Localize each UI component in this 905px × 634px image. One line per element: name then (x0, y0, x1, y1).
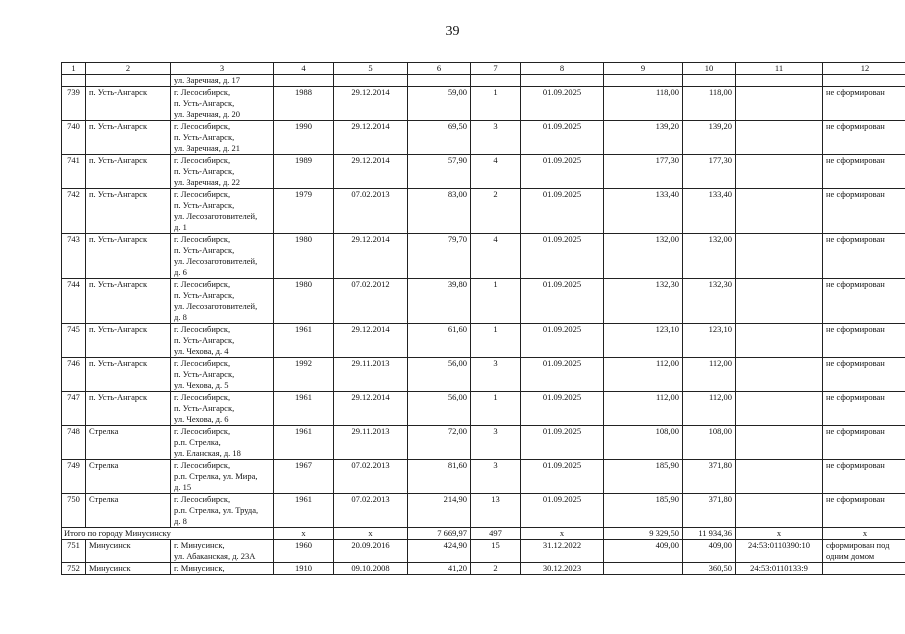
row-number-cell: 746 (62, 358, 86, 392)
address-line: г. Лесосибирск, (174, 87, 231, 97)
cell-c11 (736, 426, 823, 460)
row-number-cell: 745 (62, 324, 86, 358)
address-line: ул. Заречная, д. 22 (174, 177, 241, 187)
cell-c8: 30.12.2023 (521, 563, 604, 575)
status-cell: не сформирован (823, 392, 905, 426)
address-line: г. Лесосибирск, (174, 460, 231, 470)
cell-c11 (736, 392, 823, 426)
cell-c8: 01.09.2025 (521, 87, 604, 121)
cell-c6: 57,90 (408, 155, 471, 189)
cell-c6: 214,90 (408, 494, 471, 528)
cell-c5: 29.12.2014 (334, 155, 408, 189)
column-number: 10 (683, 63, 736, 75)
cell-c9: 123,10 (604, 324, 683, 358)
row-number-cell: 751 (62, 540, 86, 563)
empty-cell (471, 75, 521, 87)
cell-c10: 133,40 (683, 189, 736, 234)
total-c10: 11 934,36 (683, 528, 736, 540)
cell-c5: 20.09.2016 (334, 540, 408, 563)
row-number-cell: 742 (62, 189, 86, 234)
address-cell (171, 494, 274, 528)
cell-c8: 01.09.2025 (521, 392, 604, 426)
cell-c9: 139,20 (604, 121, 683, 155)
status-cell (823, 540, 905, 563)
cell-c5: 29.12.2014 (334, 324, 408, 358)
status-line: сформирован под (826, 540, 890, 550)
cell-c5: 09.10.2008 (334, 563, 408, 575)
cell-c6: 81,60 (408, 460, 471, 494)
row-number-cell: 752 (62, 563, 86, 575)
cell-c7: 4 (471, 155, 521, 189)
column-number: 12 (823, 63, 905, 75)
cell-c5: 29.12.2014 (334, 121, 408, 155)
cell-c7: 1 (471, 279, 521, 324)
cell-c6: 69,50 (408, 121, 471, 155)
cell-c10: 123,10 (683, 324, 736, 358)
cell-c4: 1961 (274, 426, 334, 460)
total-c5: x (334, 528, 408, 540)
address-line: г. Лесосибирск, (174, 155, 231, 165)
status-line: одним домом (826, 551, 875, 561)
cell-c11: 24:53:0110133:9 (736, 563, 823, 575)
row-number-cell: 741 (62, 155, 86, 189)
empty-cell (334, 75, 408, 87)
settlement-cell: п. Усть-Ангарск (86, 358, 171, 392)
cell-c4: 1980 (274, 234, 334, 279)
empty-cell (736, 75, 823, 87)
status-cell: не сформирован (823, 87, 905, 121)
status-cell (823, 563, 905, 575)
address-line: р.п. Стрелка, (174, 437, 221, 447)
cell-c10: 371,80 (683, 460, 736, 494)
cell-c8: 01.09.2025 (521, 324, 604, 358)
cell-c8: 01.09.2025 (521, 155, 604, 189)
total-c6: 7 669,97 (408, 528, 471, 540)
table-row (62, 563, 905, 575)
address-line: г. Лесосибирск, (174, 426, 231, 436)
total-c4: x (274, 528, 334, 540)
cell-c5: 07.02.2013 (334, 189, 408, 234)
address-cell: ул. Заречная, д. 17 (171, 75, 274, 87)
address-cell (171, 279, 274, 324)
table-row (62, 426, 905, 460)
table-row (62, 87, 905, 121)
cell-c6: 56,00 (408, 358, 471, 392)
settlement-cell: п. Усть-Ангарск (86, 324, 171, 358)
empty-cell (521, 75, 604, 87)
status-cell: не сформирован (823, 324, 905, 358)
cell-c6: 39,80 (408, 279, 471, 324)
column-number: 6 (408, 63, 471, 75)
cell-c10: 177,30 (683, 155, 736, 189)
settlement-cell: п. Усть-Ангарск (86, 189, 171, 234)
cell-c8: 31.12.2022 (521, 540, 604, 563)
address-line: ул. Абаканская, д. 23А (174, 551, 256, 561)
cell-c4: 1960 (274, 540, 334, 563)
settlement-cell: п. Усть-Ангарск (86, 121, 171, 155)
table-row (62, 494, 905, 528)
settlement-cell: п. Усть-Ангарск (86, 279, 171, 324)
total-c7: 497 (471, 528, 521, 540)
cell-c11 (736, 121, 823, 155)
table-row (62, 155, 905, 189)
address-line: ул. Лесозаготовителей, (174, 211, 258, 221)
cell-c8: 01.09.2025 (521, 494, 604, 528)
cell-c7: 1 (471, 324, 521, 358)
cell-c9 (604, 563, 683, 575)
column-number: 1 (62, 63, 86, 75)
cell-c10: 108,00 (683, 426, 736, 460)
cell-c11 (736, 460, 823, 494)
cell-c8: 01.09.2025 (521, 460, 604, 494)
settlement-cell: п. Усть-Ангарск (86, 234, 171, 279)
cell-c7: 2 (471, 189, 521, 234)
column-number-row (62, 63, 905, 75)
table-row (62, 392, 905, 426)
cell-c7: 4 (471, 234, 521, 279)
cell-c6: 83,00 (408, 189, 471, 234)
address-cell (171, 460, 274, 494)
status-cell: не сформирован (823, 279, 905, 324)
register-table (61, 62, 905, 575)
column-number: 4 (274, 63, 334, 75)
cell-c11 (736, 324, 823, 358)
continuation-row (62, 75, 905, 87)
address-cell (171, 155, 274, 189)
cell-c8: 01.09.2025 (521, 426, 604, 460)
address-line: г. Минусинск, (174, 563, 225, 573)
address-line: п. Усть-Ангарск, (174, 369, 235, 379)
cell-c5: 29.11.2013 (334, 358, 408, 392)
table-row (62, 279, 905, 324)
table-row (62, 121, 905, 155)
total-c11: x (736, 528, 823, 540)
cell-c9: 185,90 (604, 460, 683, 494)
address-cell (171, 540, 274, 563)
address-line: г. Лесосибирск, (174, 234, 231, 244)
cell-c9: 409,00 (604, 540, 683, 563)
cell-c7: 3 (471, 426, 521, 460)
cell-c7: 3 (471, 460, 521, 494)
settlement-cell: Минусинск (86, 540, 171, 563)
address-cell (171, 234, 274, 279)
cell-c10: 371,80 (683, 494, 736, 528)
cell-c4: 1961 (274, 392, 334, 426)
status-cell: не сформирован (823, 358, 905, 392)
cell-c7: 1 (471, 392, 521, 426)
cell-c8: 01.09.2025 (521, 189, 604, 234)
status-cell: не сформирован (823, 234, 905, 279)
address-line: ул. Заречная, д. 20 (174, 109, 241, 119)
status-cell: не сформирован (823, 155, 905, 189)
cell-c10: 118,00 (683, 87, 736, 121)
address-line: г. Лесосибирск, (174, 121, 231, 131)
cell-c8: 01.09.2025 (521, 358, 604, 392)
settlement-cell (86, 75, 171, 87)
cell-c10: 360,50 (683, 563, 736, 575)
cell-c9: 112,00 (604, 392, 683, 426)
status-cell: не сформирован (823, 426, 905, 460)
cell-c4: 1980 (274, 279, 334, 324)
address-line: д. 15 (174, 482, 192, 492)
address-line: п. Усть-Ангарск, (174, 98, 235, 108)
address-line: г. Минусинск, (174, 540, 225, 550)
cell-c5: 29.12.2014 (334, 87, 408, 121)
cell-c11 (736, 494, 823, 528)
address-cell (171, 87, 274, 121)
column-number: 7 (471, 63, 521, 75)
status-cell: не сформирован (823, 494, 905, 528)
row-number-cell: 740 (62, 121, 86, 155)
address-line: г. Лесосибирск, (174, 494, 231, 504)
cell-c7: 1 (471, 87, 521, 121)
cell-c9: 132,30 (604, 279, 683, 324)
address-line: п. Усть-Ангарск, (174, 166, 235, 176)
cell-c6: 56,00 (408, 392, 471, 426)
address-line: п. Усть-Ангарск, (174, 290, 235, 300)
column-number: 8 (521, 63, 604, 75)
table-row (62, 460, 905, 494)
cell-c4: 1961 (274, 494, 334, 528)
cell-c7: 3 (471, 121, 521, 155)
cell-c9: 185,90 (604, 494, 683, 528)
address-line: р.п. Стрелка, ул. Труда, (174, 505, 259, 515)
cell-c6: 41,20 (408, 563, 471, 575)
cell-c10: 132,30 (683, 279, 736, 324)
settlement-cell: п. Усть-Ангарск (86, 87, 171, 121)
cell-c7: 3 (471, 358, 521, 392)
cell-c6: 72,00 (408, 426, 471, 460)
cell-c6: 59,00 (408, 87, 471, 121)
address-line: р.п. Стрелка, ул. Мира, (174, 471, 258, 481)
settlement-cell: п. Усть-Ангарск (86, 155, 171, 189)
cell-c6: 79,70 (408, 234, 471, 279)
address-line: г. Лесосибирск, (174, 324, 231, 334)
address-cell (171, 121, 274, 155)
cell-c5: 07.02.2013 (334, 494, 408, 528)
settlement-cell: Стрелка (86, 460, 171, 494)
address-line: г. Лесосибирск, (174, 358, 231, 368)
cell-c7: 13 (471, 494, 521, 528)
settlement-cell: Минусинск (86, 563, 171, 575)
cell-c8: 01.09.2025 (521, 234, 604, 279)
cell-c7: 2 (471, 563, 521, 575)
row-number-cell: 744 (62, 279, 86, 324)
address-cell (171, 426, 274, 460)
cell-c9: 177,30 (604, 155, 683, 189)
address-line: п. Усть-Ангарск, (174, 403, 235, 413)
cell-c9: 133,40 (604, 189, 683, 234)
cell-c4: 1992 (274, 358, 334, 392)
table-row (62, 358, 905, 392)
address-line: п. Усть-Ангарск, (174, 335, 235, 345)
address-line: д. 8 (174, 516, 187, 526)
cell-c4: 1967 (274, 460, 334, 494)
address-line: ул. Лесозаготовителей, (174, 256, 258, 266)
column-number: 11 (736, 63, 823, 75)
page-number: 39 (445, 24, 460, 39)
table-row (62, 234, 905, 279)
cell-c9: 112,00 (604, 358, 683, 392)
address-line: ул. Чехова, д. 4 (174, 346, 229, 356)
empty-cell (683, 75, 736, 87)
row-number-cell: 739 (62, 87, 86, 121)
total-c8: x (521, 528, 604, 540)
cell-c6: 424,90 (408, 540, 471, 563)
address-line: г. Лесосибирск, (174, 279, 231, 289)
settlement-cell: п. Усть-Ангарск (86, 392, 171, 426)
cell-c11 (736, 155, 823, 189)
cell-c11: 24:53:0110390:10 (736, 540, 823, 563)
address-line: ул. Заречная, д. 21 (174, 143, 241, 153)
cell-c10: 409,00 (683, 540, 736, 563)
cell-c5: 29.12.2014 (334, 392, 408, 426)
column-number: 5 (334, 63, 408, 75)
cell-c7: 15 (471, 540, 521, 563)
cell-c4: 1990 (274, 121, 334, 155)
column-number: 3 (171, 63, 274, 75)
cell-c9: 108,00 (604, 426, 683, 460)
cell-c5: 07.02.2013 (334, 460, 408, 494)
total-row (62, 528, 905, 540)
address-cell (171, 563, 274, 575)
settlement-cell: Стрелка (86, 494, 171, 528)
table-row (62, 324, 905, 358)
address-line: ул. Еланская, д. 18 (174, 448, 241, 458)
cell-c4: 1961 (274, 324, 334, 358)
address-line: д. 6 (174, 267, 187, 277)
table-row (62, 189, 905, 234)
address-line: ул. Чехова, д. 5 (174, 380, 229, 390)
cell-c4: 1989 (274, 155, 334, 189)
cell-c4: 1910 (274, 563, 334, 575)
address-line: г. Лесосибирск, (174, 189, 231, 199)
cell-c11 (736, 189, 823, 234)
address-line: д. 8 (174, 312, 187, 322)
row-number-cell: 747 (62, 392, 86, 426)
cell-c10: 132,00 (683, 234, 736, 279)
cell-c10: 112,00 (683, 392, 736, 426)
total-c9: 9 329,50 (604, 528, 683, 540)
cell-c8: 01.09.2025 (521, 121, 604, 155)
column-number: 9 (604, 63, 683, 75)
empty-cell (604, 75, 683, 87)
total-c12: x (823, 528, 905, 540)
cell-c10: 112,00 (683, 358, 736, 392)
address-cell (171, 358, 274, 392)
cell-c10: 139,20 (683, 121, 736, 155)
cell-c11 (736, 234, 823, 279)
total-label: Итого по городу Минусинску (62, 528, 274, 540)
address-cell (171, 324, 274, 358)
cell-c4: 1979 (274, 189, 334, 234)
address-line: ул. Лесозаготовителей, (174, 301, 258, 311)
cell-c5: 07.02.2012 (334, 279, 408, 324)
cell-c9: 132,00 (604, 234, 683, 279)
empty-cell (408, 75, 471, 87)
row-number-cell: 748 (62, 426, 86, 460)
column-number: 2 (86, 63, 171, 75)
address-line: г. Лесосибирск, (174, 392, 231, 402)
empty-cell (823, 75, 905, 87)
status-cell: не сформирован (823, 121, 905, 155)
address-cell (171, 392, 274, 426)
row-number-cell: 750 (62, 494, 86, 528)
status-cell: не сформирован (823, 189, 905, 234)
address-line: п. Усть-Ангарск, (174, 245, 235, 255)
cell-c9: 118,00 (604, 87, 683, 121)
cell-c6: 61,60 (408, 324, 471, 358)
cell-c5: 29.11.2013 (334, 426, 408, 460)
empty-cell (274, 75, 334, 87)
cell-c5: 29.12.2014 (334, 234, 408, 279)
address-line: ул. Чехова, д. 6 (174, 414, 229, 424)
status-cell: не сформирован (823, 460, 905, 494)
cell-c11 (736, 358, 823, 392)
cell-c4: 1988 (274, 87, 334, 121)
address-line: п. Усть-Ангарск, (174, 132, 235, 142)
table-row (62, 540, 905, 563)
address-line: д. 1 (174, 222, 187, 232)
address-cell (171, 189, 274, 234)
row-number-cell (62, 75, 86, 87)
row-number-cell: 743 (62, 234, 86, 279)
cell-c11 (736, 87, 823, 121)
cell-c8: 01.09.2025 (521, 279, 604, 324)
cell-c11 (736, 279, 823, 324)
settlement-cell: Стрелка (86, 426, 171, 460)
row-number-cell: 749 (62, 460, 86, 494)
address-line: п. Усть-Ангарск, (174, 200, 235, 210)
